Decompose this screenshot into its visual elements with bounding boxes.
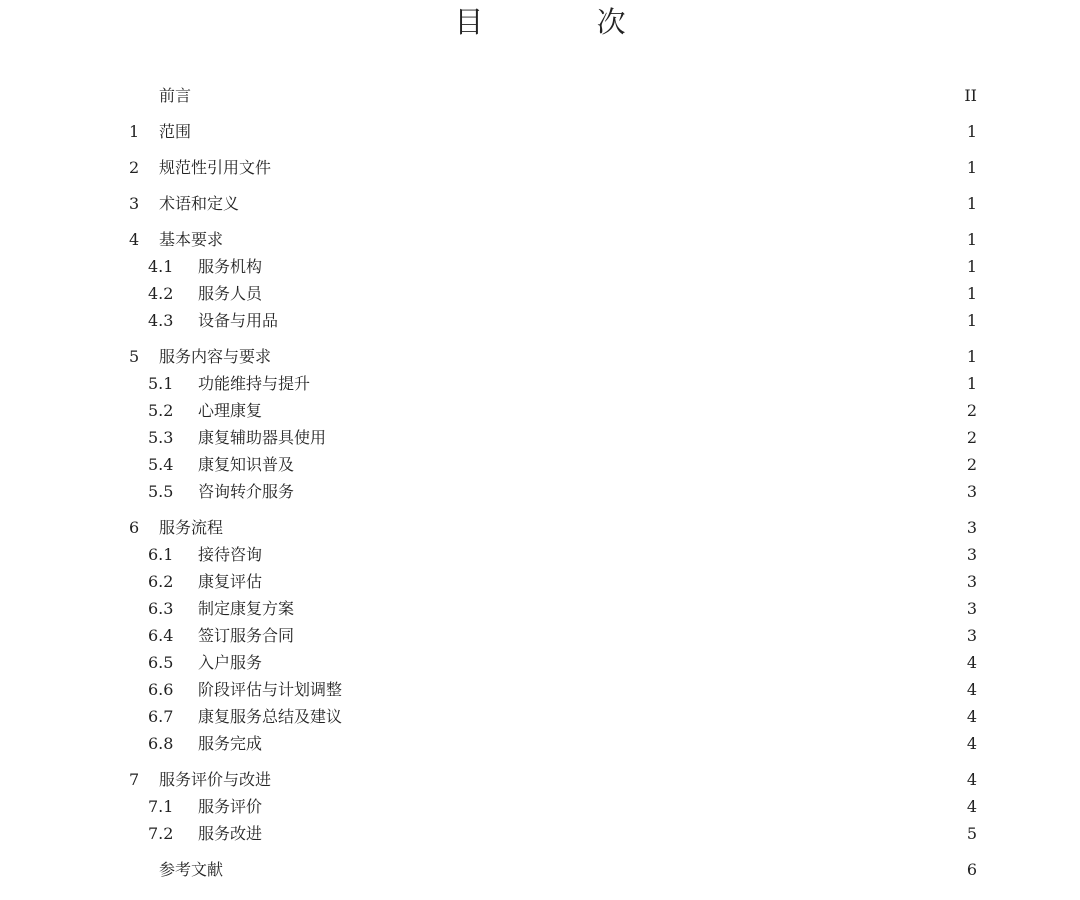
toc-entry[interactable]: [129, 343, 977, 370]
toc-entry-title: 服务完成: [198, 734, 263, 753]
toc-dot-leader: [266, 793, 959, 820]
toc-entry-title: 阶段评估与计划调整: [198, 680, 343, 699]
toc-entry-page: II: [964, 86, 977, 105]
toc-entry[interactable]: [129, 451, 977, 478]
toc-dot-leader: [314, 370, 959, 397]
toc-entry-number: 6.8: [148, 734, 174, 753]
toc-entry-number: 1: [129, 122, 140, 141]
toc-entry[interactable]: [129, 820, 977, 847]
toc-entry-page: 1: [966, 257, 977, 276]
toc-entry[interactable]: [129, 424, 977, 451]
toc-entry-number: 6.1: [148, 545, 174, 564]
toc-entry-page: 3: [966, 572, 977, 591]
toc-entry-page: 3: [966, 545, 977, 564]
toc-entry-number: 5.4: [148, 455, 174, 474]
toc-dot-leader: [266, 397, 959, 424]
toc-entry-page: 2: [966, 455, 977, 474]
toc-entry[interactable]: [129, 397, 977, 424]
toc-entry[interactable]: [129, 730, 977, 757]
toc-entry-page: 4: [966, 797, 977, 816]
toc-entry-page: 1: [966, 284, 977, 303]
toc-entry-number: 6.4: [148, 626, 174, 645]
toc-entry-page: 4: [966, 653, 977, 672]
toc-entry[interactable]: [129, 703, 977, 730]
toc-entry-number: 6.7: [148, 707, 174, 726]
toc-entry-number: 7.2: [148, 824, 174, 843]
toc-entry-page: 3: [966, 599, 977, 618]
toc-entry-number: 6.6: [148, 680, 174, 699]
toc-dot-leader: [330, 424, 959, 451]
toc-dot-leader: [227, 226, 959, 253]
toc-entry-number: 7: [129, 770, 140, 789]
toc-entry[interactable]: [129, 478, 977, 505]
toc-entry-number: 6.3: [148, 599, 174, 618]
toc-entry[interactable]: [129, 154, 977, 181]
toc-dot-leader: [275, 766, 959, 793]
toc-entry-title: 康复服务总结及建议: [198, 707, 343, 726]
toc-entry[interactable]: [129, 226, 977, 253]
toc-entry-page: 2: [966, 401, 977, 420]
toc-dot-leader: [266, 280, 959, 307]
toc-entry-number: 4.3: [148, 311, 174, 330]
toc-entry-number: 2: [129, 158, 140, 177]
toc-entry[interactable]: [129, 541, 977, 568]
toc-dot-leader: [298, 595, 959, 622]
toc-entry-title: 康复评估: [198, 572, 263, 591]
toc-entry-number: 4.1: [148, 257, 174, 276]
toc-entry-page: 1: [966, 122, 977, 141]
toc-entry-page: 4: [966, 734, 977, 753]
toc-entry-page: 4: [966, 707, 977, 726]
toc-entry-page: 4: [966, 770, 977, 789]
toc-entry-number: 5.2: [148, 401, 174, 420]
toc-entry-title: 服务机构: [198, 257, 263, 276]
toc-entry[interactable]: [129, 856, 977, 883]
toc-entry[interactable]: [129, 676, 977, 703]
toc-dot-leader: [298, 478, 959, 505]
toc-entry[interactable]: [129, 280, 977, 307]
toc-dot-leader: [298, 622, 959, 649]
toc-entry-title: 服务内容与要求: [159, 347, 272, 366]
toc-dot-leader: [282, 307, 959, 334]
toc-entry[interactable]: [129, 307, 977, 334]
toc-entry-page: 3: [966, 482, 977, 501]
toc-entry[interactable]: [129, 793, 977, 820]
toc-dot-leader: [298, 451, 959, 478]
toc-entry[interactable]: [129, 595, 977, 622]
toc-entry-title: 范围: [159, 122, 192, 141]
toc-entry-page: 1: [966, 347, 977, 366]
toc-entry-number: 6.5: [148, 653, 174, 672]
toc-entry[interactable]: [129, 649, 977, 676]
toc-entry-title: 服务评价: [198, 797, 263, 816]
toc-entry-title: 服务流程: [159, 518, 224, 537]
toc-entry-title: 接待咨询: [198, 545, 263, 564]
toc-dot-leader: [275, 154, 959, 181]
table-of-contents: [129, 82, 977, 883]
toc-dot-leader: [195, 82, 958, 109]
toc-entry-title: 基本要求: [159, 230, 224, 249]
toc-entry-page: 3: [966, 626, 977, 645]
toc-dot-leader: [266, 568, 959, 595]
toc-dot-leader: [195, 118, 959, 145]
toc-dot-leader: [346, 676, 959, 703]
toc-entry-title: 心理康复: [198, 401, 263, 420]
toc-entry-title: 前言: [159, 86, 192, 105]
toc-dot-leader: [266, 820, 959, 847]
toc-entry-title: 参考文献: [159, 860, 224, 879]
toc-dot-leader: [266, 253, 959, 280]
toc-entry-title: 设备与用品: [198, 311, 279, 330]
toc-entry-title: 功能维持与提升: [198, 374, 311, 393]
toc-entry-page: 1: [966, 194, 977, 213]
toc-entry-page: 1: [966, 374, 977, 393]
toc-entry-title: 入户服务: [198, 653, 263, 672]
toc-entry-page: 6: [966, 860, 977, 879]
toc-dot-leader: [266, 541, 959, 568]
toc-entry-number: 5.5: [148, 482, 174, 501]
toc-entry-title: 康复辅助器具使用: [198, 428, 327, 447]
toc-entry-number: 6: [129, 518, 140, 537]
toc-entry[interactable]: [129, 253, 977, 280]
page-title: 目 次: [454, 5, 678, 39]
toc-entry[interactable]: [129, 766, 977, 793]
toc-entry-title: 康复知识普及: [198, 455, 295, 474]
toc-entry[interactable]: [129, 622, 977, 649]
toc-dot-leader: [266, 730, 959, 757]
toc-dot-leader: [227, 856, 959, 883]
toc-entry-number: 4: [129, 230, 140, 249]
toc-entry[interactable]: [129, 370, 977, 397]
toc-entry-number: 5: [129, 347, 140, 366]
toc-entry-page: 5: [966, 824, 977, 843]
toc-entry-number: 3: [129, 194, 140, 213]
toc-entry-title: 签订服务合同: [198, 626, 295, 645]
toc-entry-page: 1: [966, 158, 977, 177]
toc-entry-title: 制定康复方案: [198, 599, 295, 618]
toc-entry-page: 2: [966, 428, 977, 447]
toc-entry-title: 服务人员: [198, 284, 263, 303]
toc-entry-number: 4.2: [148, 284, 174, 303]
toc-entry-page: 4: [966, 680, 977, 699]
toc-entry-title: 服务评价与改进: [159, 770, 272, 789]
toc-entry-page: 1: [966, 311, 977, 330]
toc-entry-number: 6.2: [148, 572, 174, 591]
toc-entry-title: 规范性引用文件: [159, 158, 272, 177]
toc-entry-title: 服务改进: [198, 824, 263, 843]
toc-entry[interactable]: [129, 190, 977, 217]
toc-entry-number: 5.3: [148, 428, 174, 447]
toc-entry-title: 术语和定义: [159, 194, 240, 213]
toc-entry[interactable]: [129, 568, 977, 595]
toc-entry[interactable]: [129, 82, 977, 109]
toc-dot-leader: [243, 190, 959, 217]
toc-dot-leader: [346, 703, 959, 730]
toc-entry-number: 5.1: [148, 374, 174, 393]
toc-entry[interactable]: [129, 514, 977, 541]
toc-entry[interactable]: [129, 118, 977, 145]
toc-entry-title: 咨询转介服务: [198, 482, 295, 501]
toc-entry-page: 3: [966, 518, 977, 537]
toc-dot-leader: [227, 514, 959, 541]
toc-entry-page: 1: [966, 230, 977, 249]
toc-dot-leader: [275, 343, 959, 370]
toc-dot-leader: [266, 649, 959, 676]
toc-entry-number: 7.1: [148, 797, 174, 816]
